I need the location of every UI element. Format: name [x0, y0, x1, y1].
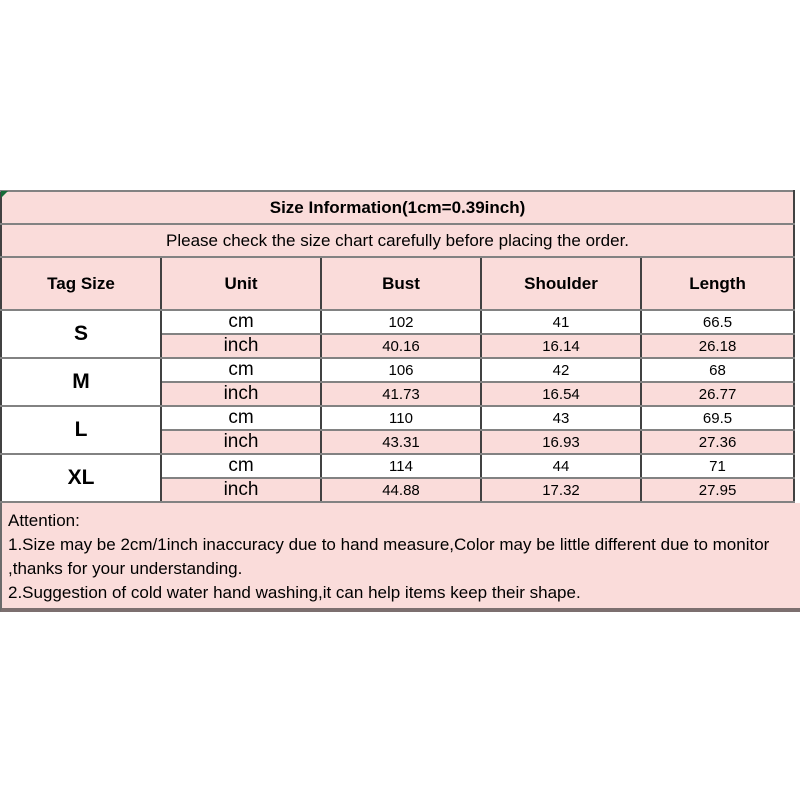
value-cell: 41: [481, 310, 641, 334]
unit-cell: cm: [161, 358, 321, 382]
size-chart-subtitle: Please check the size chart carefully before placing the order.: [1, 224, 794, 257]
value-cell: 27.95: [641, 478, 794, 502]
value-cell: 110: [321, 406, 481, 430]
unit-cell: cm: [161, 310, 321, 334]
attention-line: 1.Size may be 2cm/1inch inaccuracy due to hand measure,Color may be little different due to monitor: [8, 535, 770, 554]
unit-cell: inch: [161, 334, 321, 358]
green-corner-marker: [1, 191, 8, 198]
attention-heading: Attention:: [8, 511, 80, 530]
unit-cell: cm: [161, 454, 321, 478]
size-cell-l: L: [1, 406, 161, 454]
value-cell: 114: [321, 454, 481, 478]
value-cell: 26.77: [641, 382, 794, 406]
unit-cell: inch: [161, 382, 321, 406]
value-cell: 16.93: [481, 430, 641, 454]
value-cell: 40.16: [321, 334, 481, 358]
value-cell: 71: [641, 454, 794, 478]
value-cell: 44.88: [321, 478, 481, 502]
size-chart-sheet: [0, 190, 800, 612]
attention-line: 2.Suggestion of cold water hand washing,it can help items keep their shape.: [8, 583, 581, 602]
value-cell: 106: [321, 358, 481, 382]
column-header-length: Length: [641, 257, 794, 310]
value-cell: 27.36: [641, 430, 794, 454]
value-cell: 41.73: [321, 382, 481, 406]
size-cell-s: S: [1, 310, 161, 358]
column-header-unit: Unit: [161, 257, 321, 310]
attention-line: ,thanks for your understanding.: [8, 559, 243, 578]
size-chart-table: [0, 190, 795, 503]
value-cell: 43: [481, 406, 641, 430]
value-cell: 102: [321, 310, 481, 334]
value-cell: 69.5: [641, 406, 794, 430]
column-header-tag-size: Tag Size: [1, 257, 161, 310]
value-cell: 66.5: [641, 310, 794, 334]
value-cell: 26.18: [641, 334, 794, 358]
size-chart-title: Size Information(1cm=0.39inch): [1, 191, 794, 224]
unit-cell: inch: [161, 430, 321, 454]
value-cell: 16.54: [481, 382, 641, 406]
column-header-bust: Bust: [321, 257, 481, 310]
value-cell: 16.14: [481, 334, 641, 358]
unit-cell: inch: [161, 478, 321, 502]
size-cell-xl: XL: [1, 454, 161, 502]
unit-cell: cm: [161, 406, 321, 430]
value-cell: 17.32: [481, 478, 641, 502]
value-cell: 68: [641, 358, 794, 382]
size-cell-m: M: [1, 358, 161, 406]
value-cell: 42: [481, 358, 641, 382]
value-cell: 43.31: [321, 430, 481, 454]
value-cell: 44: [481, 454, 641, 478]
attention-note: [0, 503, 800, 612]
column-header-shoulder: Shoulder: [481, 257, 641, 310]
